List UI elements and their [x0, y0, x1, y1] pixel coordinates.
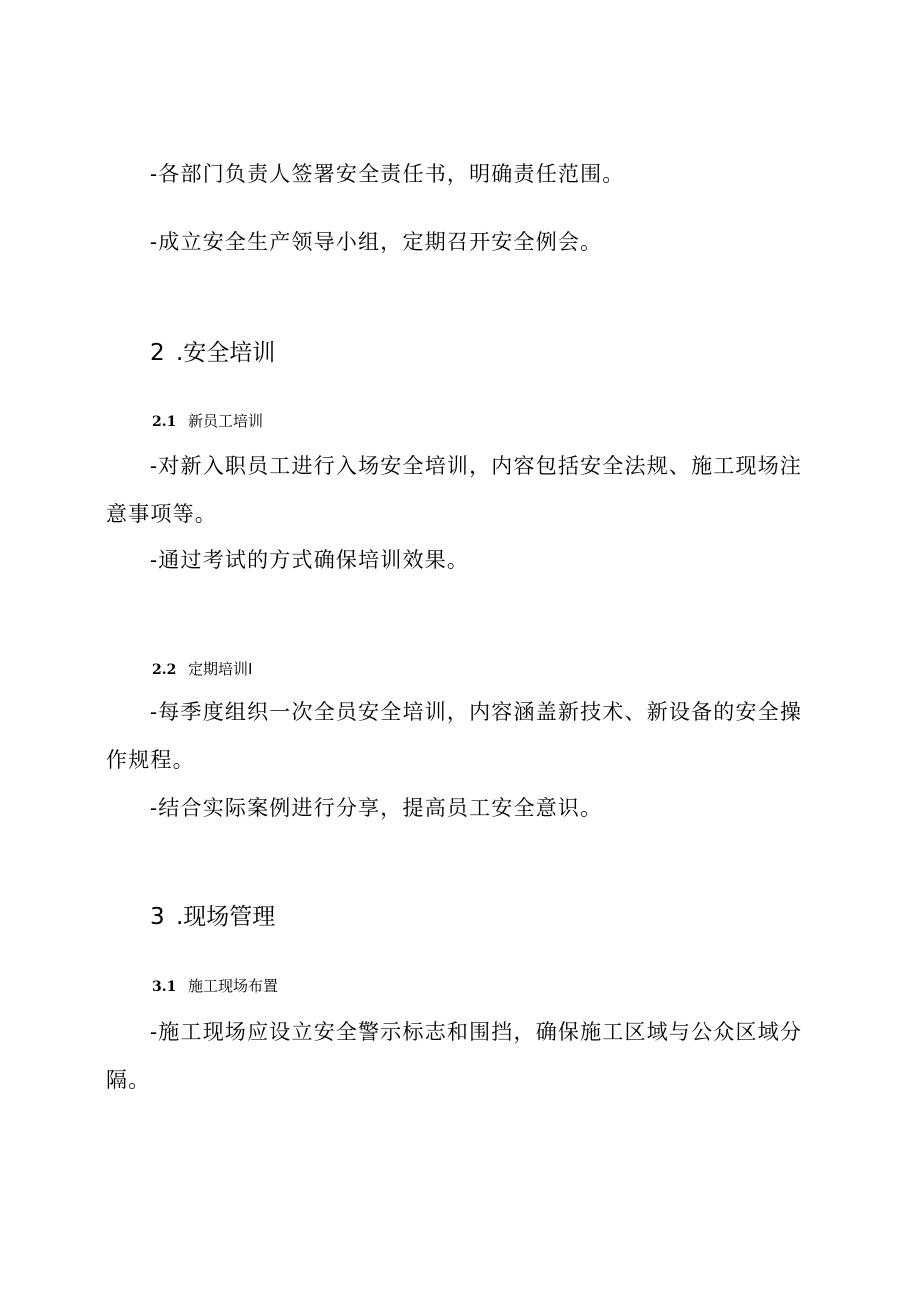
paragraph-case-sharing: -结合实际案例进行分享，提高员工安全意识。 — [150, 796, 603, 820]
section-title: .现场管理 — [176, 904, 276, 930]
section-title: .安全培训 — [176, 340, 276, 366]
paragraph-responsibility-letter: -各部门负责人签署安全责任书，明确责任范围。 — [150, 162, 625, 186]
paragraph-safety-team: -成立安全生产领导小组，定期召开安全例会。 — [150, 230, 603, 254]
section-number: 3 — [150, 904, 165, 930]
subsection-number: 2.2 — [152, 662, 177, 678]
subsection-title: 定期培训I — [188, 660, 253, 678]
paragraph-onboarding-training: -对新入职员工进行入场安全培训，内容包括安全法规、施工现场注意事项等。 — [106, 454, 803, 526]
subsection-title: 新员工培训 — [188, 412, 264, 430]
subsection-title: 施工现场布置 — [188, 977, 279, 995]
section-number: 2 — [150, 340, 165, 366]
subsection-heading-periodic-training — [152, 658, 252, 681]
subsection-heading-new-staff-training — [152, 410, 263, 433]
paragraph-quarterly-training: -每季度组织一次全员安全培训，内容涵盖新技术、新设备的安全操作规程。 — [106, 700, 803, 772]
subsection-number: 2.1 — [152, 414, 177, 430]
paragraph-exam-assurance: -通过考试的方式确保培训效果。 — [150, 548, 470, 572]
section-heading-site-management — [150, 902, 275, 932]
subsection-heading-site-layout — [152, 975, 278, 998]
subsection-number: 3.1 — [152, 979, 177, 995]
section-heading-safety-training — [150, 338, 275, 368]
paragraph-warning-signs: -施工现场应设立安全警示标志和围挡，确保施工区域与公众区域分隔。 — [106, 1020, 803, 1092]
